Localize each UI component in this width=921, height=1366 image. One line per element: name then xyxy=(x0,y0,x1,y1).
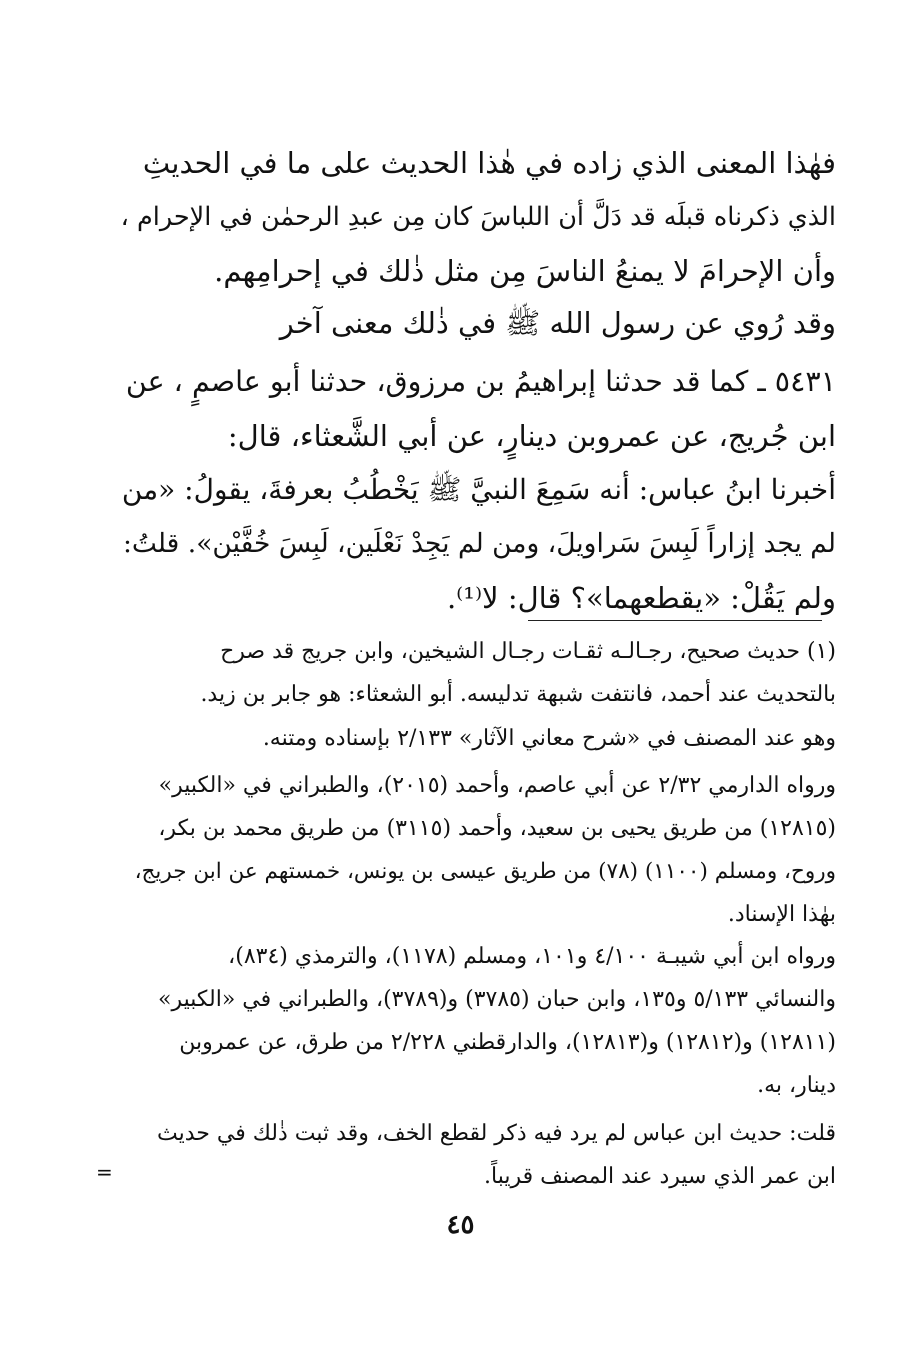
footnote-line: (١٢٨١١) و(١٢٨١٢) و(١٢٨١٣)، والدارقطني ٢/٢٢٨ من طرق، عن عمروبن xyxy=(179,1030,836,1055)
footnote-separator xyxy=(528,620,822,621)
footnote-takhrij-2 xyxy=(120,935,836,1107)
footnote-1 xyxy=(120,630,836,716)
footnote-line: ورواه ابن أبي شيبـة ٤/١٠٠ و١٠١، ومسلم (١١٧٨)، والترمذي (٨٣٤)، xyxy=(228,944,836,969)
footnote-line: بالتحديث عند أحمد، فانتفت شبهة تدليسه. أبو الشعثاء: هو جابر بن زيد. xyxy=(200,682,836,707)
footnote-line: وهو عند المصنف في «شرح معاني الآثار» ٢/١٣٣ بإسناده ومتنه. xyxy=(262,726,836,751)
text-line: ابن جُريج، عن عمروبن دينارٍ، عن أبي الشَّعثاء، قال: xyxy=(227,419,836,453)
text-line: وأن الإحرامَ لا يمنعُ الناسَ مِن مثل ذٰلك في إحرامِهم. xyxy=(214,254,836,288)
footnote-line: ورواه الدارمي ٢/٣٢ عن أبي عاصم، وأحمد (٢٠١٥)، والطبراني في «الكبير» xyxy=(158,773,836,798)
text-line: وقد رُوي عن رسول الله ﷺ في ذٰلك معنى آخر xyxy=(279,306,836,340)
text-line: الذي ذكرناه قبلَه قد دَلَّ أن اللباسَ كان مِن عبدِ الرحمٰن في الإحرام ، xyxy=(120,202,836,232)
text-line: فهٰذا المعنى الذي زاده في هٰذا الحديث على ما في الحديثِ xyxy=(142,146,836,180)
main-paragraph-1 xyxy=(120,136,836,298)
footnote-line: قلت: حديث ابن عباس لم يرد فيه ذكر لقطع الخف، وقد ثبت ذٰلك في حديث xyxy=(157,1121,836,1146)
continuation-mark: = xyxy=(96,1160,113,1184)
footnote-line: ابن عمر الذي سيرد عند المصنف قريباً. xyxy=(484,1164,836,1189)
text-line: ٥٤٣١ ـ كما قد حدثنا إبراهيمُ بن مرزوق، حدثنا أبو عاصمٍ ، عن xyxy=(125,365,836,398)
footnote-line: (١٢٨١٥) من طريق يحيى بن سعيد، وأحمد (٣١١٥) من طريق محمد بن بكر، xyxy=(158,816,836,841)
footnote-line: بهٰذا الإسناد. xyxy=(727,902,836,927)
text-line: لم يجد إزاراً لَبِسَ سَراويلَ، ومن لم يَجِدْ نَعْلَين، لَبِسَ خُفَّيْن». قلتُ: xyxy=(122,528,836,559)
hadith-matn xyxy=(120,463,836,625)
footnote-source xyxy=(120,717,836,760)
page-number: ٤٥ xyxy=(446,1210,475,1240)
footnote-note xyxy=(120,1112,836,1198)
main-paragraph-2 xyxy=(120,296,836,350)
text-line: ولم يَقُلْ: «يقطعهما»؟ قال: لا⁽¹⁾. xyxy=(446,581,836,615)
hadith-isnad xyxy=(120,355,836,463)
footnote-takhrij-1 xyxy=(120,764,836,936)
footnote-line: دينار، به. xyxy=(757,1073,836,1098)
footnote-line: (١) حديث صحيح، رجـالـه ثقـات رجـال الشيخين، وابن جريج قد صرح xyxy=(220,639,836,664)
text-line: أخبرنا ابنُ عباس: أنه سَمِعَ النبيَّ ﷺ يَخْطُبُ بعرفةَ، يقولُ: «من xyxy=(121,473,836,506)
footnote-line: وروح، ومسلم (١١٠٠) (٧٨) من طريق عيسى بن يونس، خمستهم عن ابن جريج، xyxy=(134,859,836,884)
footnote-line: والنسائي ٥/١٣٣ و١٣٥، وابن حبان (٣٧٨٥) و(٣٧٨٩)، والطبراني في «الكبير» xyxy=(158,987,836,1012)
